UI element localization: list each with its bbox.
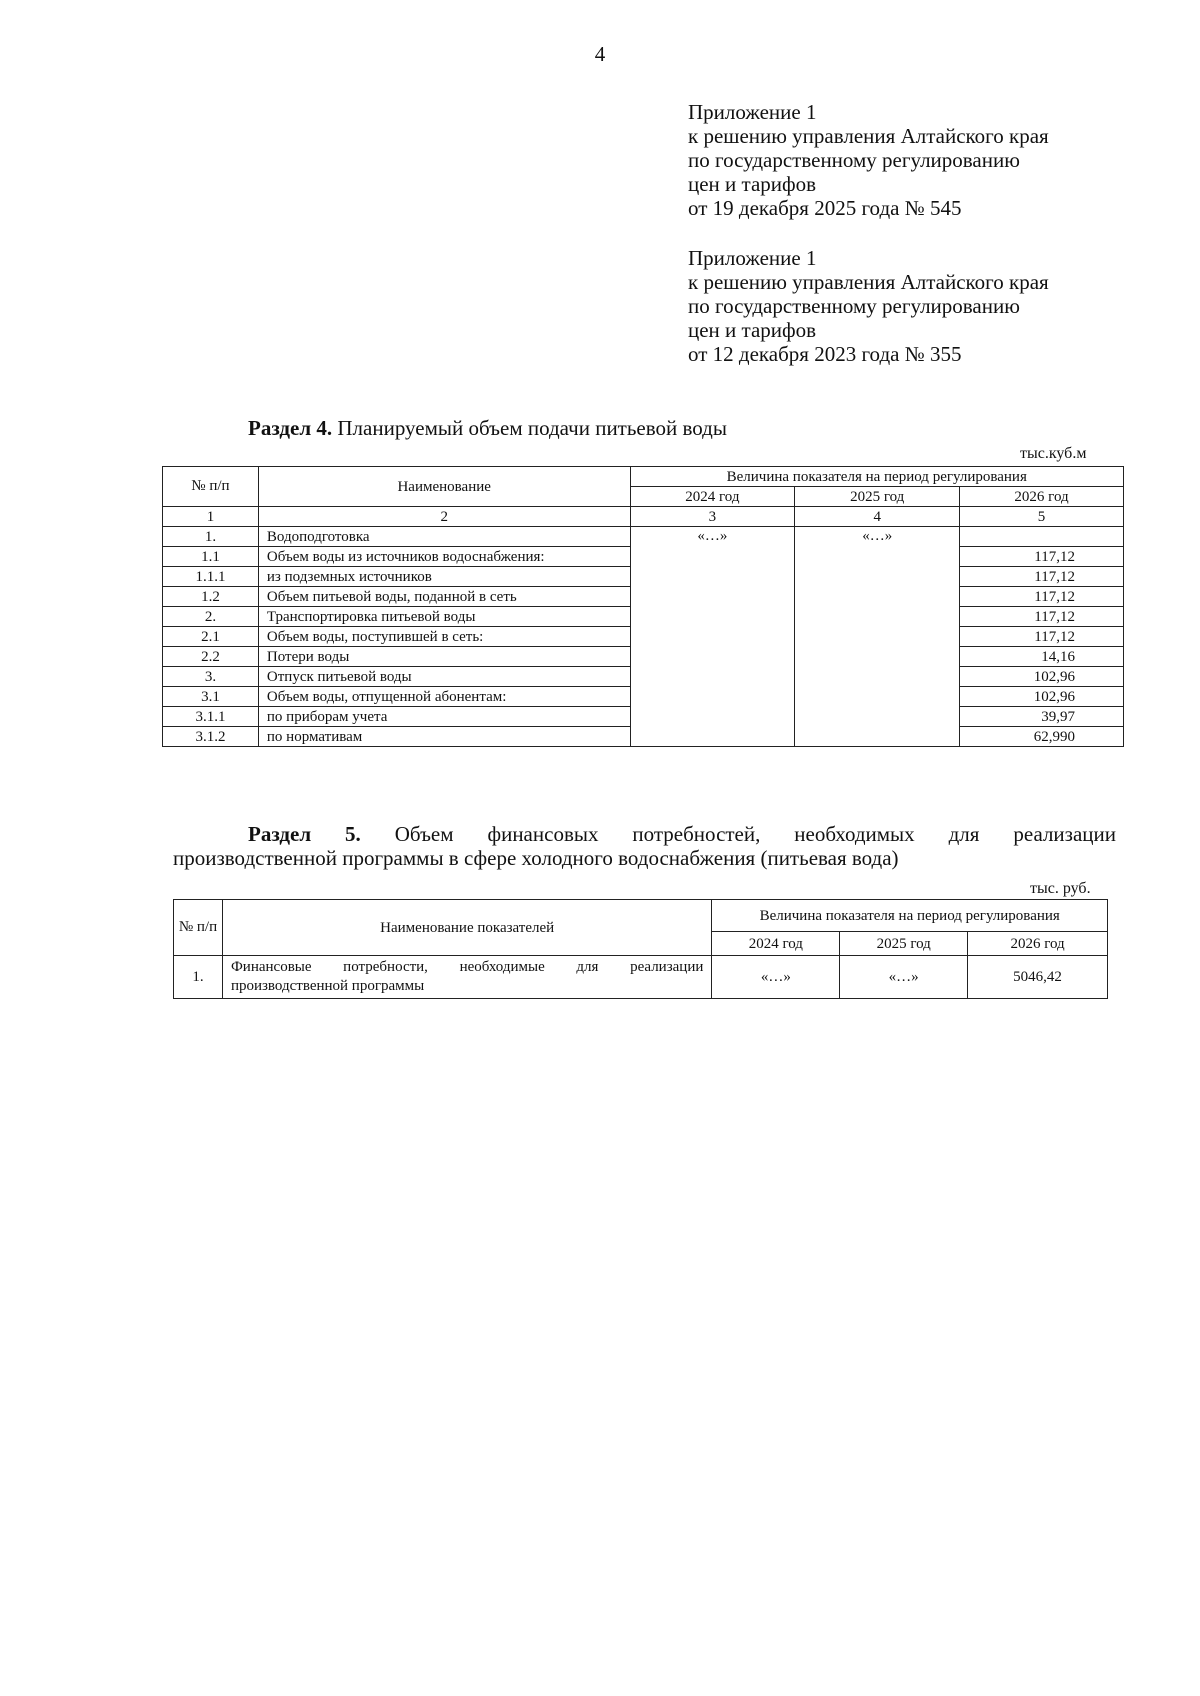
appendix-line: от 12 декабря 2023 года № 355 xyxy=(688,342,962,366)
header-2024: 2024 год xyxy=(630,487,795,507)
row-name: Объем питьевой воды, поданной в сеть xyxy=(258,587,630,607)
row-name: Объем воды, поступившей в сеть: xyxy=(258,627,630,647)
row-num: 1.2 xyxy=(163,587,259,607)
row-num: 1.1.1 xyxy=(163,567,259,587)
header-num: № п/п xyxy=(174,900,223,956)
row-value-2026: 14,16 xyxy=(960,647,1124,667)
row-num: 2. xyxy=(163,607,259,627)
value-2025-placeholder: «…» xyxy=(795,527,960,747)
section4-unit: тыс.куб.м xyxy=(1020,445,1087,462)
header-name: Наименование xyxy=(258,467,630,507)
appendix-line: от 19 декабря 2025 года № 545 xyxy=(688,196,962,220)
row-value-2024: «…» xyxy=(712,956,840,999)
section5-unit: тыс. руб. xyxy=(1030,880,1091,897)
header-2025: 2025 год xyxy=(795,487,960,507)
row-name: Финансовые потребности, необходимые для реализации производственной программы xyxy=(222,956,711,999)
header-2026: 2026 год xyxy=(968,932,1108,956)
row-name: Отпуск питьевой воды xyxy=(258,667,630,687)
appendix-line: по государственному регулированию xyxy=(688,148,1020,172)
row-name: Потери воды xyxy=(258,647,630,667)
col-number: 5 xyxy=(960,507,1124,527)
col-number: 4 xyxy=(795,507,960,527)
header-period: Величина показателя на период регулирования xyxy=(712,900,1108,932)
row-value-2026: 117,12 xyxy=(960,607,1124,627)
appendix-line: по государственному регулированию xyxy=(688,294,1020,318)
row-name: из подземных источников xyxy=(258,567,630,587)
row-num: 1.1 xyxy=(163,547,259,567)
row-value-2026 xyxy=(960,527,1124,547)
row-name: по нормативам xyxy=(258,727,630,747)
section4-table xyxy=(162,466,1124,747)
table-row xyxy=(163,527,1124,547)
row-num: 3.1 xyxy=(163,687,259,707)
row-num: 3. xyxy=(163,667,259,687)
section5-title xyxy=(173,822,1116,870)
section4-title xyxy=(248,416,727,441)
section5-title-text: Объем финансовых потребностей, необходимых для реализации xyxy=(360,822,1116,846)
appendix-previous-block xyxy=(688,246,1049,366)
row-value-2026: 5046,42 xyxy=(968,956,1108,999)
row-num: 1. xyxy=(174,956,223,999)
row-name: Объем воды, отпущенной абонентам: xyxy=(258,687,630,707)
value-2024-placeholder: «…» xyxy=(630,527,795,747)
header-2026: 2026 год xyxy=(960,487,1124,507)
header-num: № п/п xyxy=(163,467,259,507)
row-value-2026: 39,97 xyxy=(960,707,1124,727)
col-number: 2 xyxy=(258,507,630,527)
row-name: Транспортировка питьевой воды xyxy=(258,607,630,627)
appendix-line: Приложение 1 xyxy=(688,100,817,124)
row-name: по приборам учета xyxy=(258,707,630,727)
row-num: 3.1.1 xyxy=(163,707,259,727)
row-value-2026: 117,12 xyxy=(960,627,1124,647)
page-number: 4 xyxy=(594,42,606,66)
header-name: Наименование показателей xyxy=(222,900,711,956)
col-number: 1 xyxy=(163,507,259,527)
row-value-2025: «…» xyxy=(840,956,968,999)
section5-title-number: Раздел 5. xyxy=(248,822,361,846)
row-name: Объем воды из источников водоснабжения: xyxy=(258,547,630,567)
row-name: Водоподготовка xyxy=(258,527,630,547)
row-value-2026: 117,12 xyxy=(960,567,1124,587)
row-num: 2.2 xyxy=(163,647,259,667)
appendix-current-block xyxy=(688,100,1049,220)
row-value-2026: 117,12 xyxy=(960,547,1124,567)
header-2024: 2024 год xyxy=(712,932,840,956)
row-value-2026: 102,96 xyxy=(960,687,1124,707)
section5-table xyxy=(173,899,1108,999)
section5-title-line2: производственной программы в сфере холодного водоснабжения (питьевая вода) xyxy=(173,846,899,870)
appendix-line: цен и тарифов xyxy=(688,318,817,342)
appendix-line: к решению управления Алтайского края xyxy=(688,124,1049,148)
header-2025: 2025 год xyxy=(840,932,968,956)
row-value-2026: 62,990 xyxy=(960,727,1124,747)
row-num: 2.1 xyxy=(163,627,259,647)
row-value-2026: 102,96 xyxy=(960,667,1124,687)
section5-title-line1 xyxy=(173,822,1116,846)
row-num: 3.1.2 xyxy=(163,727,259,747)
row-value-2026: 117,12 xyxy=(960,587,1124,607)
appendix-line: цен и тарифов xyxy=(688,172,817,196)
section4-title-number: Раздел 4. xyxy=(248,416,333,440)
col-number: 3 xyxy=(630,507,795,527)
appendix-line: Приложение 1 xyxy=(688,246,817,270)
header-period: Величина показателя на период регулирования xyxy=(630,467,1124,487)
row-num: 1. xyxy=(163,527,259,547)
table-row xyxy=(174,956,1108,999)
section4-title-text: Планируемый объем подачи питьевой воды xyxy=(332,416,727,440)
appendix-line: к решению управления Алтайского края xyxy=(688,270,1049,294)
